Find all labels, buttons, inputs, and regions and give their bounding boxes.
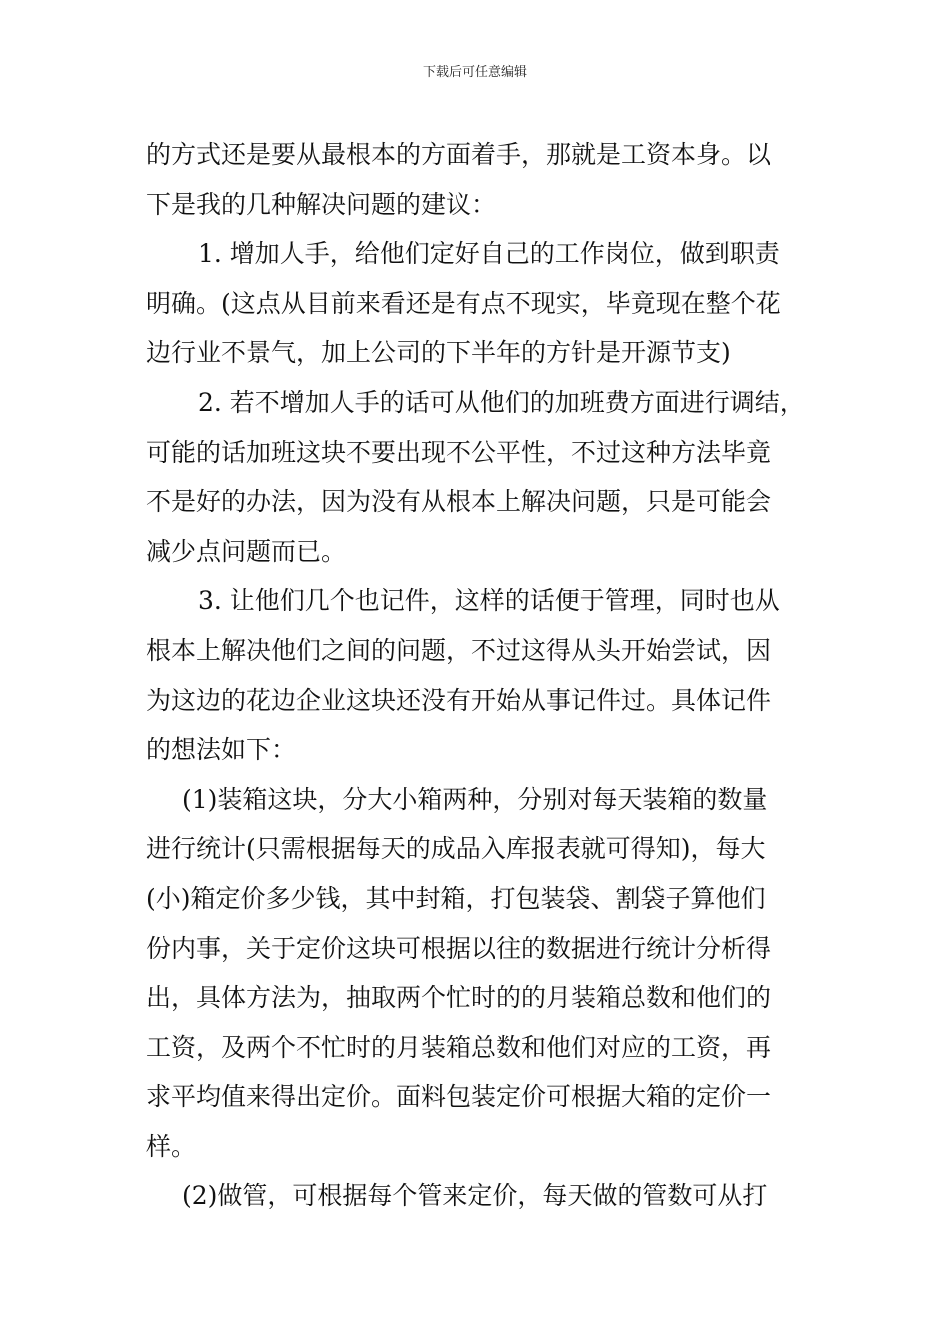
page-header: 下载后可任意编辑 [422,65,527,80]
text-line: 为这边的花边企业这块还没有开始从事记件过。具体记件 [146,685,772,715]
text-line: 的想法如下： [146,735,297,765]
list-item-1: 1. 增加人手，给他们定好自己的工作岗位，做到职责 [198,239,780,269]
text-line: 求平均值来得出定价。面料包装定价可根据大箱的定价一 [146,1082,772,1112]
text-line: 减少点问题而已。 [146,536,347,566]
text-line: 可能的话加班这块不要出现不公平性，不过这种方法毕竟 [146,437,772,467]
text-line: 的方式还是要从最根本的方面着手，那就是工资本身。以 [146,140,772,169]
text-line: 根本上解决他们之间的问题，不过这得从头开始尝试，因 [146,635,772,665]
document-body [146,130,812,1221]
text-line: 样。 [146,1131,197,1161]
text-line: 明确。(这点从目前来看还是有点不现实，毕竟现在整个花 [146,288,781,318]
list-item-2: 2. 若不增加人手的话可从他们的加班费方面进行调结， [198,387,805,417]
sub-item-1: (1)装箱这块，分大小箱两种，分别对每天装箱的数量 [182,784,768,814]
text-line: 不是好的办法，因为没有从根本上解决问题，只是可能会 [146,487,772,517]
text-line: 进行统计(只需根据每天的成品入库报表就可得知)，每大 [146,834,766,864]
text-line: 工资，及两个不忙时的月装箱总数和他们对应的工资，再 [146,1032,772,1062]
sub-item-2: (2)做管，可根据每个管来定价，每天做的管数可从打 [182,1181,768,1211]
list-item-3: 3. 让他们几个也记件，这样的话便于管理，同时也从 [198,586,780,616]
text-line: 份内事，关于定价这块可根据以往的数据进行统计分析得 [146,933,772,963]
text-line: 边行业不景气，加上公司的下半年的方针是开源节支) [146,338,731,368]
text-line: (小)箱定价多少钱，其中封箱，打包装袋、割袋子算他们 [146,883,766,913]
text-line: 下是我的几种解决问题的建议： [146,189,497,219]
text-line: 出，具体方法为，抽取两个忙时的的月装箱总数和他们的 [146,983,772,1013]
